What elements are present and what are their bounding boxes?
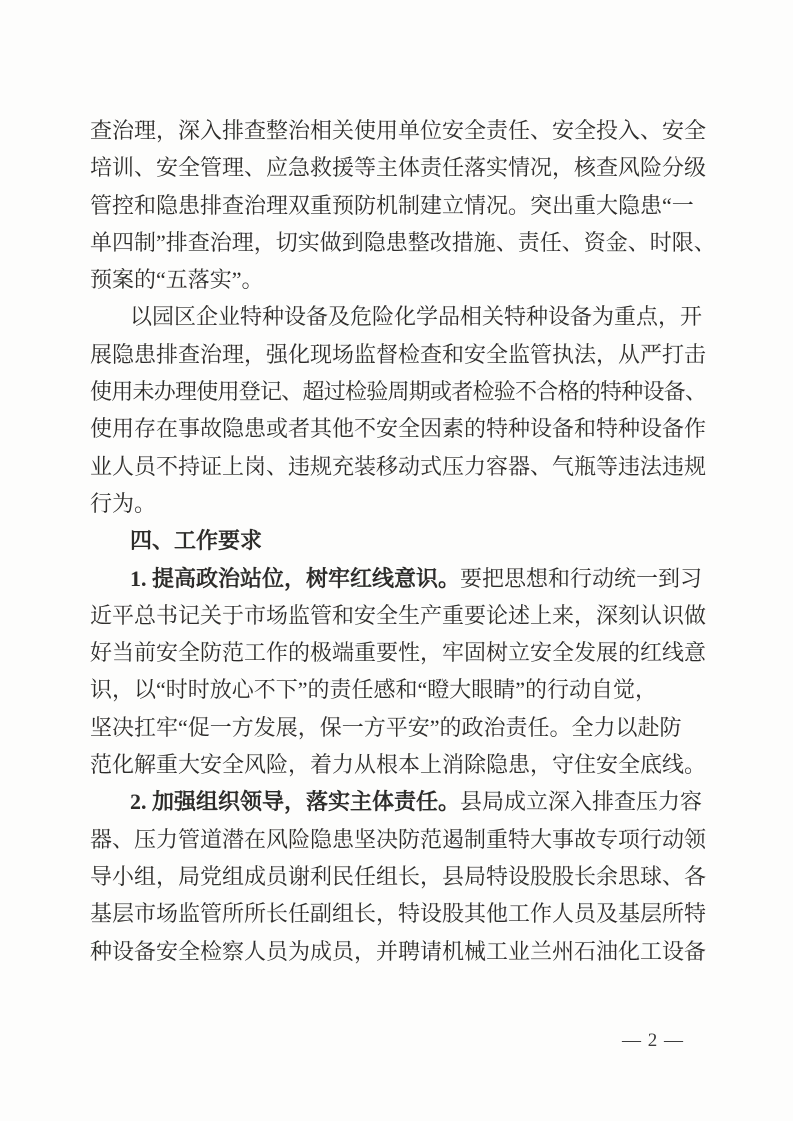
body-line: 培训、安全管理、应急救援等主体责任落实情况，核查风险分级: [90, 155, 707, 181]
body-line: 使用未办理使用登记、超过检验周期或者检验不合格的特种设备、: [90, 379, 707, 405]
line-rest: 县局成立深入排查压力容: [460, 789, 703, 815]
body-line: 导小组，局党组成员谢利民任组长，县局特设股股长余思球、各: [90, 863, 707, 889]
bold-lead-sentence: 2. 加强组织领导，落实主体责任。: [130, 789, 461, 815]
body-line: 业人员不持证上岗、违规充装移动式压力容器、气瓶等违法违规: [90, 453, 707, 479]
body-line: 好当前安全防范工作的极端重要性，牢固树立安全发展的红线意: [90, 640, 707, 666]
body-line: 单四制”排查治理，切实做到隐患整改措施、责任、资金、时限、: [90, 229, 716, 255]
body-line: 展隐患排查治理，强化现场监督检查和安全监管执法，从严打击: [90, 341, 707, 367]
body-line: 以园区企业特种设备及危险化学品相关特种设备为重点，开: [130, 304, 703, 330]
body-line: 使用存在事故隐患或者其他不安全因素的特种设备和特种设备作: [90, 416, 707, 442]
page-number: — 2 —: [622, 1030, 684, 1051]
line-rest: 要把思想和行动统一到习: [460, 565, 703, 591]
body-line: [90, 560, 730, 597]
body-line: 查治理，深入排查整治相关使用单位安全责任、安全投入、安全: [90, 118, 707, 143]
body-line: 种设备安全检察人员为成员，并聘请机械工业兰州石油化工设备: [90, 938, 707, 964]
body-line: 近平总书记关于市场监管和安全生产重要论述上来，深刻认识做: [90, 602, 707, 628]
body-line: 管控和隐患排查治理双重预防机制建立情况。突出重大隐患“一: [90, 192, 694, 218]
body-line: 预案的“五落实”。: [90, 267, 264, 293]
body-line: [90, 783, 730, 820]
body-line: 范化解重大安全风险，着力从根本上消除隐患，守住安全底线。: [90, 752, 707, 778]
section-heading: 四、工作要求: [130, 528, 263, 554]
body-line: 基层市场监管所所长任副组长，特设股其他工作人员及基层所特: [90, 901, 707, 927]
body-line: 识，以“时时放心不下”的责任感和“瞪大眼睛”的行动自觉，: [90, 677, 658, 703]
bold-lead-sentence: 1. 提高政治站位，树牢红线意识。: [130, 565, 461, 591]
body-line: 坚决扛牢“促一方发展，保一方平安”的政治责任。全力以赴防: [90, 714, 682, 740]
body-line: 器、压力管道潜在风险隐患坚决防范遏制重特大事故专项行动领: [90, 826, 707, 852]
body-line: 行为。: [90, 490, 157, 516]
document-body: [90, 112, 730, 970]
